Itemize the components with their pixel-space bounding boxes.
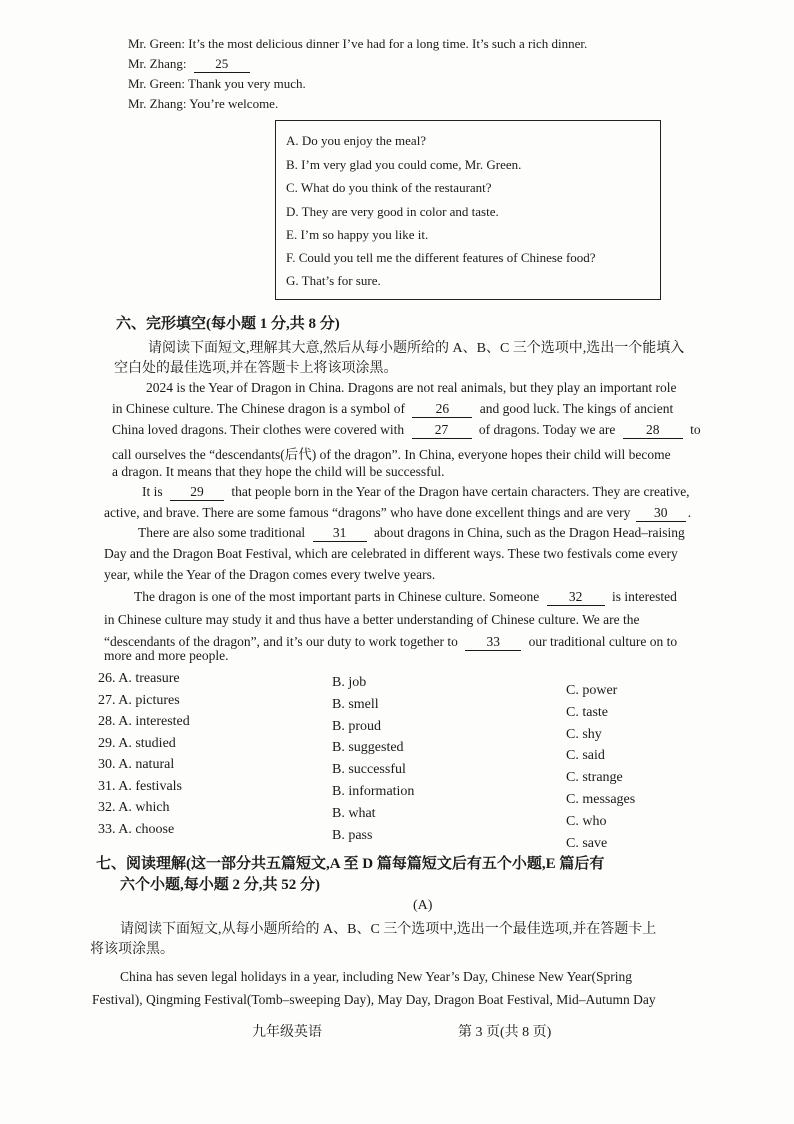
text: to — [690, 422, 701, 437]
text: and good luck. The kings of ancient — [479, 401, 674, 416]
p4-line-4: more and more people. — [104, 648, 229, 663]
answer-26-a — [98, 668, 190, 690]
num: 30. — [98, 757, 116, 772]
p1-line-2 — [112, 401, 673, 418]
reading-a-line-1: China has seven legal holidays in a year, including New Year’s Day, Chinese New Year(Spring — [120, 969, 632, 984]
num: 26. — [98, 671, 116, 686]
blank-32: 32 — [547, 589, 605, 606]
blank-33: 33 — [465, 634, 521, 651]
num: 31. — [98, 778, 116, 794]
text: There are also some traditional — [138, 525, 306, 540]
answer-32-a — [98, 797, 190, 819]
p3-line-1 — [138, 525, 685, 542]
answer-33-b: B. pass — [332, 827, 373, 843]
answer-30-c: C. strange — [566, 770, 623, 786]
opt: A. which — [118, 800, 170, 815]
text: The dragon is one of the most important parts in Chinese culture. Someone — [134, 589, 540, 604]
opt: A. interested — [118, 714, 190, 729]
blank-30: 30 — [636, 505, 686, 522]
section-6-instruction-2: 空白处的最佳选项,并在答题卡上将该项涂黑。 — [114, 361, 398, 376]
text: of dragons. Today we are — [478, 422, 616, 437]
answer-26-c: C. power — [566, 683, 618, 698]
blank-26: 26 — [412, 401, 472, 418]
num: 29. — [98, 735, 116, 751]
blank-29: 29 — [170, 484, 224, 501]
num: 32. — [98, 800, 116, 815]
dialogue-line-2 — [128, 54, 250, 74]
p1-line-1: 2024 is the Year of Dragon in China. Dragons are not real animals, but they play an important role — [146, 380, 677, 395]
p1-line-3 — [112, 422, 701, 439]
answer-33-a — [98, 819, 190, 841]
blank-27: 27 — [412, 422, 472, 439]
text: is interested — [612, 589, 677, 604]
section-6-instruction-1: 请阅读下面短文,理解其大意,然后从每小题所给的 A、B、C 三个选项中,选出一个能填入 — [148, 341, 685, 356]
p3-line-3: year, while the Year of the Dragon comes every twelve years. — [104, 567, 436, 582]
answer-27-b: B. smell — [332, 696, 379, 712]
blank-25: 25 — [194, 56, 250, 73]
opt: A. choose — [118, 821, 175, 837]
section-7-title-1: 七、阅读理解(这一部分共五篇短文,A 至 D 篇每篇短文后有五个小题,E 篇后有 — [96, 856, 605, 872]
text: in Chinese culture. The Chinese dragon is a symbol of — [112, 401, 405, 416]
option-f: F. Could you tell me the different features of Chinese food? — [286, 250, 596, 265]
p1-line-4: call ourselves the “descendants(后代) of the dragon”. In China, everyone hopes their child will become — [112, 447, 671, 462]
dialogue-line-4: Mr. Zhang: You’re welcome. — [128, 96, 279, 111]
section-7-instruction-1: 请阅读下面短文,从每小题所给的 A、B、C 三个选项中,选出一个最佳选项,并在答题卡上 — [120, 922, 657, 937]
blank-28: 28 — [623, 422, 683, 439]
option-d: D. They are very good in color and taste. — [286, 204, 499, 219]
p1-line-5: a dragon. It means that they hope the child will be successful. — [112, 464, 445, 479]
opt: A. festivals — [118, 778, 182, 794]
opt: A. studied — [118, 735, 176, 751]
answer-26-b: B. job — [332, 675, 367, 690]
num: 28. — [98, 714, 116, 729]
option-a: A. Do you enjoy the meal? — [286, 133, 427, 148]
p2-line-1 — [142, 484, 690, 501]
opt: A. pictures — [118, 692, 180, 708]
p4-line-2: in Chinese culture may study it and thus have a better understanding of Chinese culture. We are the — [104, 612, 640, 627]
answer-32-b: B. what — [332, 805, 376, 821]
text: about dragons in China, such as the Dragon Head–raising — [373, 525, 685, 540]
answer-31-a — [98, 776, 190, 798]
answer-27-c: C. taste — [566, 704, 608, 720]
option-e: E. I’m so happy you like it. — [286, 227, 429, 242]
dialogue-line-1: Mr. Green: It’s the most delicious dinner I’ve had for a long time. It’s such a rich dinner. — [128, 36, 588, 51]
answer-29-b: B. suggested — [332, 740, 404, 756]
speaker-label: Mr. Zhang: — [128, 56, 187, 71]
text: . — [687, 505, 692, 520]
answer-29-c: C. said — [566, 748, 605, 764]
num: 33. — [98, 821, 116, 837]
answer-30-b: B. successful — [332, 762, 406, 778]
p3-line-2: Day and the Dragon Boat Festival, which are celebrated in different ways. These two festivals come every — [104, 546, 678, 561]
option-g: G. That’s for sure. — [286, 273, 381, 288]
option-b: B. I’m very glad you could come, Mr. Green. — [286, 157, 522, 172]
dialogue-line-3: Mr. Green: Thank you very much. — [128, 76, 306, 91]
answer-29-a — [98, 733, 190, 755]
opt: A. treasure — [118, 671, 180, 686]
part-a-label: (A) — [413, 898, 433, 913]
blank-31: 31 — [313, 525, 367, 542]
section-7-title-2: 六个小题,每小题 2 分,共 52 分) — [120, 877, 320, 893]
reading-a-line-2: Festival), Qingming Festival(Tomb–sweeping Day), May Day, Dragon Boat Festival, Mid–Autumn Day — [92, 992, 656, 1007]
footer-subject: 九年级英语 — [252, 1025, 322, 1040]
answer-27-a — [98, 690, 190, 712]
text: that people born in the Year of the Dragon have certain characters. They are creative, — [231, 484, 690, 499]
answer-28-b: B. proud — [332, 718, 381, 734]
answer-33-c: C. save — [566, 835, 608, 851]
p4-line-1 — [134, 589, 677, 606]
text: active, and brave. There are some famous “dragons” who have done excellent things and are very — [104, 505, 631, 520]
footer-page-number: 第 3 页(共 8 页) — [458, 1025, 552, 1040]
options-box — [275, 120, 661, 300]
opt: A. natural — [118, 757, 175, 772]
section-6-title: 六、完形填空(每小题 1 分,共 8 分) — [116, 316, 340, 332]
option-c: C. What do you think of the restaurant? — [286, 180, 492, 195]
answer-28-c: C. shy — [566, 726, 602, 742]
answer-32-c: C. who — [566, 813, 607, 829]
p2-line-2 — [104, 505, 691, 522]
num: 27. — [98, 692, 116, 708]
text: “descendants of the dragon”, and it’s our duty to work together to — [104, 634, 458, 649]
answer-col-b — [332, 672, 414, 846]
text: China loved dragons. Their clothes were covered with — [112, 422, 405, 437]
answer-28-a — [98, 711, 190, 733]
text: It is — [142, 484, 163, 499]
answer-col-c — [566, 680, 635, 854]
text: our traditional culture on to — [528, 634, 678, 649]
section-7-instruction-2: 将该项涂黑。 — [90, 942, 174, 957]
answer-30-a — [98, 754, 190, 776]
answer-31-c: C. messages — [566, 791, 636, 807]
answer-31-b: B. information — [332, 783, 415, 799]
answer-col-a — [98, 668, 190, 840]
